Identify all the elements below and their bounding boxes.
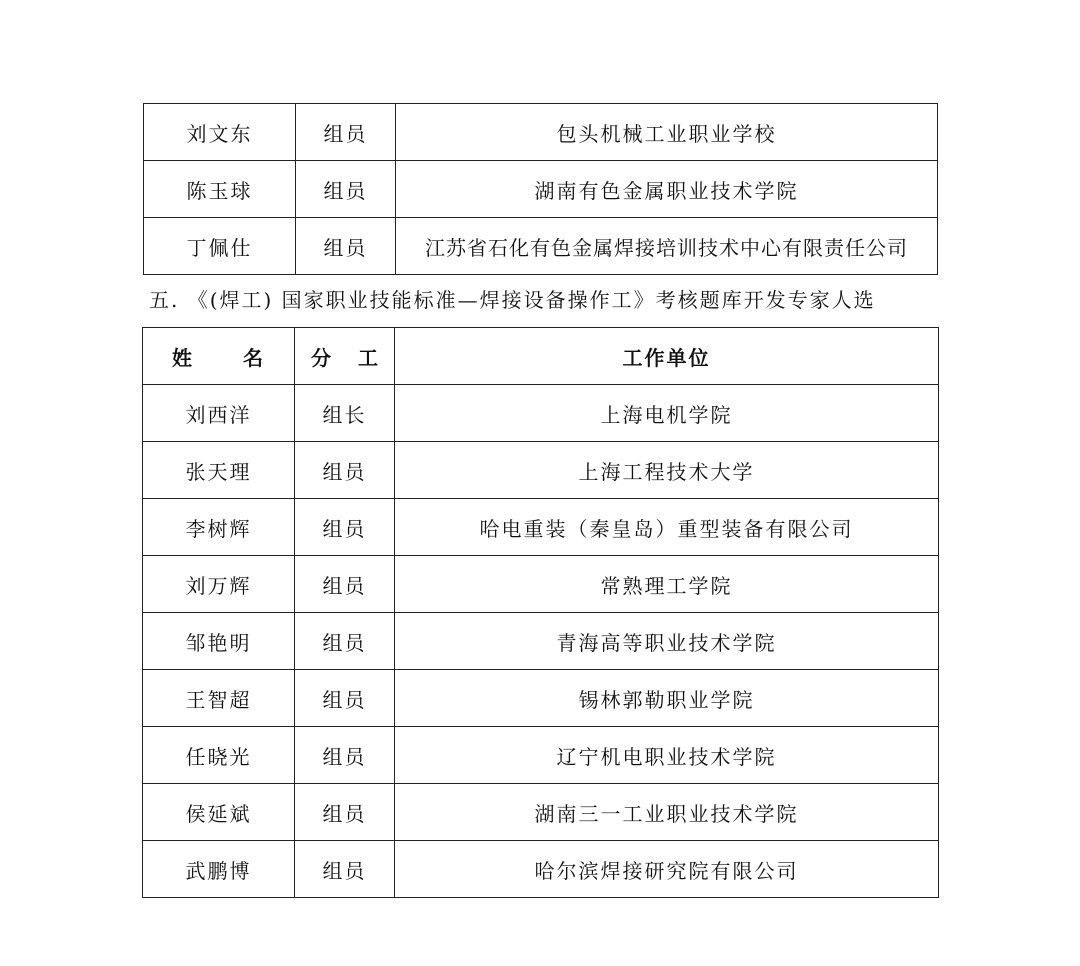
member-unit: 上海工程技术大学 [395, 442, 939, 499]
table-row [144, 161, 938, 218]
table-row [143, 784, 939, 841]
member-name: 任晓光 [143, 727, 295, 784]
member-name: 丁佩仕 [144, 218, 296, 275]
header-unit: 工作单位 [395, 328, 939, 385]
member-unit: 辽宁机电职业技术学院 [395, 727, 939, 784]
member-role: 组员 [295, 784, 395, 841]
member-role: 组员 [295, 670, 395, 727]
member-role: 组员 [295, 499, 395, 556]
table-row [143, 499, 939, 556]
member-role: 组长 [295, 385, 395, 442]
member-name: 侯延斌 [143, 784, 295, 841]
table-row [143, 613, 939, 670]
member-role: 组员 [295, 442, 395, 499]
member-role: 组员 [295, 841, 395, 898]
header-role: 分 工 [295, 328, 395, 385]
table-row [143, 670, 939, 727]
table-row [143, 841, 939, 898]
member-name: 陈玉球 [144, 161, 296, 218]
member-name: 张天理 [143, 442, 295, 499]
member-unit: 上海电机学院 [395, 385, 939, 442]
table-row [144, 218, 938, 275]
table-header-row [143, 328, 939, 385]
expert-table [142, 327, 939, 898]
member-role: 组员 [295, 613, 395, 670]
member-name: 刘万辉 [143, 556, 295, 613]
continuation-table [143, 103, 938, 275]
table-row [143, 385, 939, 442]
member-unit: 常熟理工学院 [395, 556, 939, 613]
member-unit: 江苏省石化有色金属焊接培训技术中心有限责任公司 [396, 218, 938, 275]
member-unit: 哈电重装（秦皇岛）重型装备有限公司 [395, 499, 939, 556]
member-unit: 湖南有色金属职业技术学院 [396, 161, 938, 218]
member-name: 邹艳明 [143, 613, 295, 670]
member-name: 王智超 [143, 670, 295, 727]
member-role: 组员 [296, 104, 396, 161]
member-unit: 湖南三一工业职业技术学院 [395, 784, 939, 841]
member-name: 武鹏博 [143, 841, 295, 898]
member-unit: 青海高等职业技术学院 [395, 613, 939, 670]
member-unit: 哈尔滨焊接研究院有限公司 [395, 841, 939, 898]
table-row [143, 727, 939, 784]
member-role: 组员 [295, 727, 395, 784]
member-role: 组员 [296, 218, 396, 275]
member-name: 刘文东 [144, 104, 296, 161]
table-row [143, 556, 939, 613]
member-name: 李树辉 [143, 499, 295, 556]
table-row [144, 104, 938, 161]
member-unit: 锡林郭勒职业学院 [395, 670, 939, 727]
member-role: 组员 [295, 556, 395, 613]
member-unit: 包头机械工业职业学校 [396, 104, 938, 161]
section-heading: 五. 《(焊工) 国家职业技能标准—焊接设备操作工》考核题库开发专家人选 [149, 288, 876, 312]
header-name: 姓 名 [143, 328, 295, 385]
member-role: 组员 [296, 161, 396, 218]
table-row [143, 442, 939, 499]
member-name: 刘西洋 [143, 385, 295, 442]
